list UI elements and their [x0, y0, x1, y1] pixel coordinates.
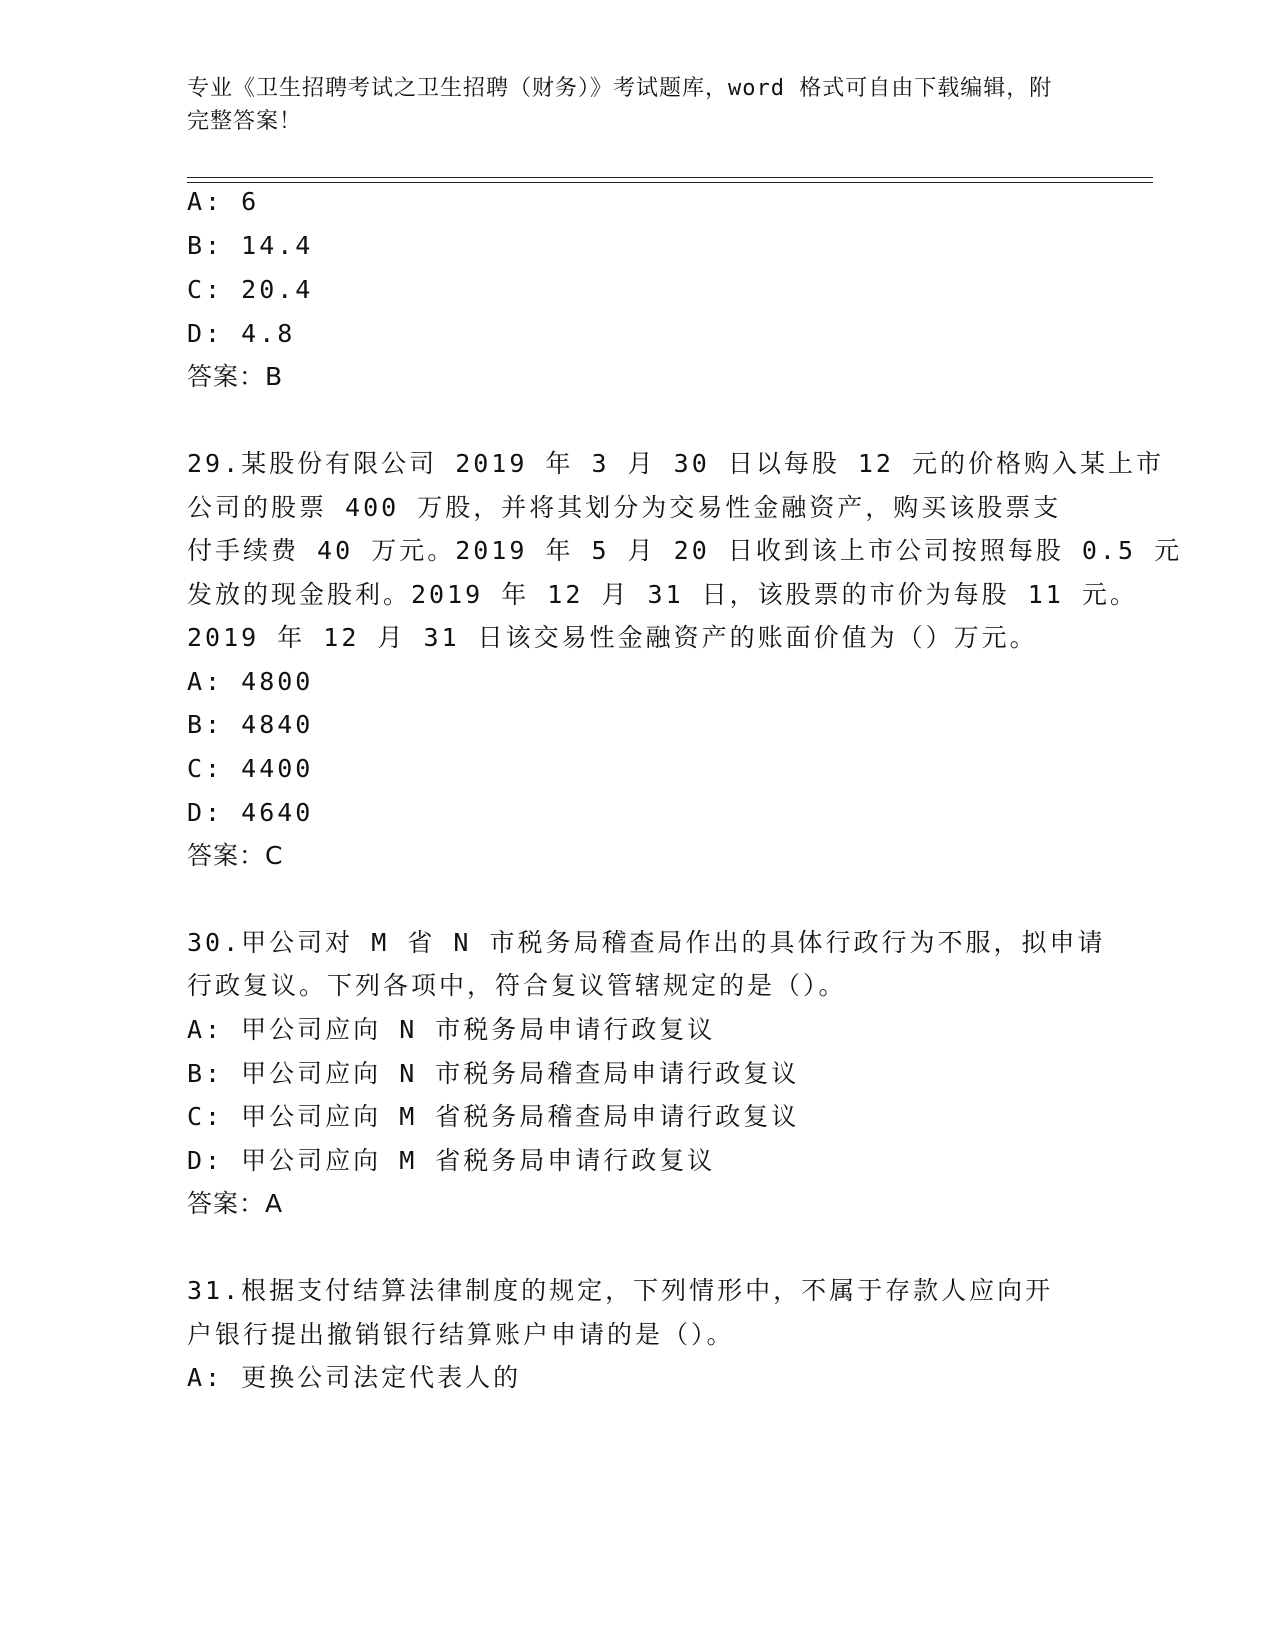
q31-text-line-2: 户银行提出撤销银行结算账户申请的是（）。 [187, 1320, 735, 1349]
q30-text-line-1: 30.甲公司对 M 省 N 市税务局稽查局作出的具体行政行为不服，拟申请 [187, 928, 1106, 957]
q28-answer: 答案：B [187, 362, 284, 391]
q30-option-a: A: 甲公司应向 N 市税务局申请行政复议 [187, 1015, 716, 1044]
q30-text-line-2: 行政复议。下列各项中，符合复议管辖规定的是（）。 [187, 971, 847, 1000]
q29-option-a: A: 4800 [187, 667, 314, 696]
q31-option-a: A: 更换公司法定代表人的 [187, 1363, 522, 1392]
q29-text-line-3: 付手续费 40 万元。2019 年 5 月 20 日收到该上市公司按照每股 0.5 元 [187, 536, 1183, 565]
q29-option-d: D: 4640 [187, 798, 314, 827]
q30-option-b: B: 甲公司应向 N 市税务局稽查局申请行政复议 [187, 1059, 800, 1088]
q29-option-b: B: 4840 [187, 710, 314, 739]
header-divider-top [187, 177, 1153, 178]
q30-option-c: C: 甲公司应向 M 省税务局稽查局申请行政复议 [187, 1102, 800, 1131]
header-divider-bottom [187, 182, 1153, 183]
q28-option-a: A: 6 [187, 187, 260, 216]
q28-option-d: D: 4.8 [187, 319, 296, 348]
q28-option-c: C: 20.4 [187, 275, 314, 304]
q30-answer: 答案：A [187, 1189, 284, 1218]
q29-option-c: C: 4400 [187, 754, 314, 783]
q29-text-line-2: 公司的股票 400 万股，并将其划分为交易性金融资产，购买该股票支 [187, 493, 1062, 522]
q31-text-line-1: 31.根据支付结算法律制度的规定，下列情形中，不属于存款人应向开 [187, 1276, 1054, 1305]
q29-text-line-5: 2019 年 12 月 31 日该交易性金融资产的账面价值为（）万元。 [187, 623, 1038, 652]
q29-text-line-4: 发放的现金股利。2019 年 12 月 31 日，该股票的市价为每股 11 元。 [187, 580, 1138, 609]
q29-answer: 答案：C [187, 841, 284, 870]
q30-option-d: D: 甲公司应向 M 省税务局申请行政复议 [187, 1146, 716, 1175]
document-header: 专业《卫生招聘考试之卫生招聘（财务）》考试题库，word 格式可自由下载编辑，附完整答案！ [187, 76, 1053, 134]
q29-text-line-1: 29.某股份有限公司 2019 年 3 月 30 日以每股 12 元的价格购入某上市 [187, 449, 1165, 478]
q28-option-b: B: 14.4 [187, 231, 314, 260]
